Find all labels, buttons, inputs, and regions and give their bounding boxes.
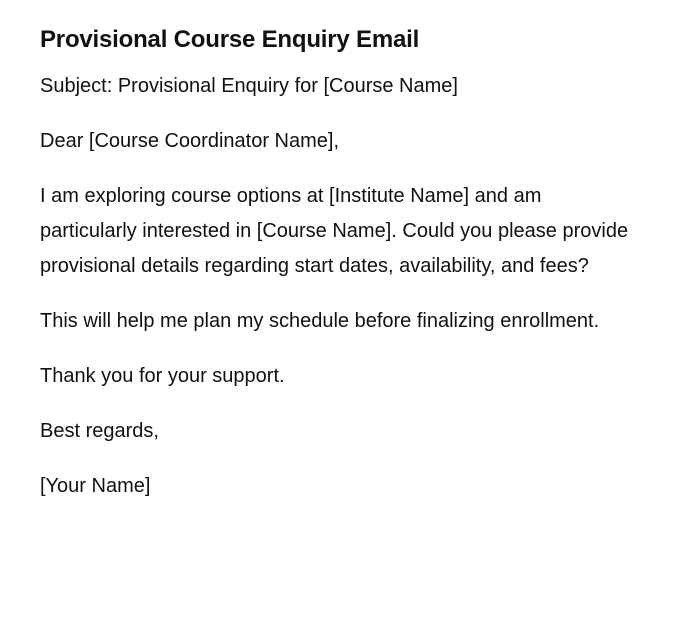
email-document (40, 22, 640, 524)
email-subject: Subject: Provisional Enquiry for [Course Name] (40, 75, 458, 97)
email-signature: [Your Name] (40, 475, 151, 497)
document-title: Provisional Course Enquiry Email (40, 26, 420, 53)
email-salutation: Dear [Course Coordinator Name], (40, 130, 340, 152)
email-thanks: Thank you for your support. (40, 365, 285, 387)
email-body-paragraph-1: I am exploring course options at [Institute Name] and am particularly interested in [Course Name]. Could you please provide provisional details regarding start dates, availability, and fees? (40, 185, 629, 277)
email-body-paragraph-2: This will help me plan my schedule before finalizing enrollment. (40, 310, 600, 332)
email-closing: Best regards, (40, 420, 159, 442)
